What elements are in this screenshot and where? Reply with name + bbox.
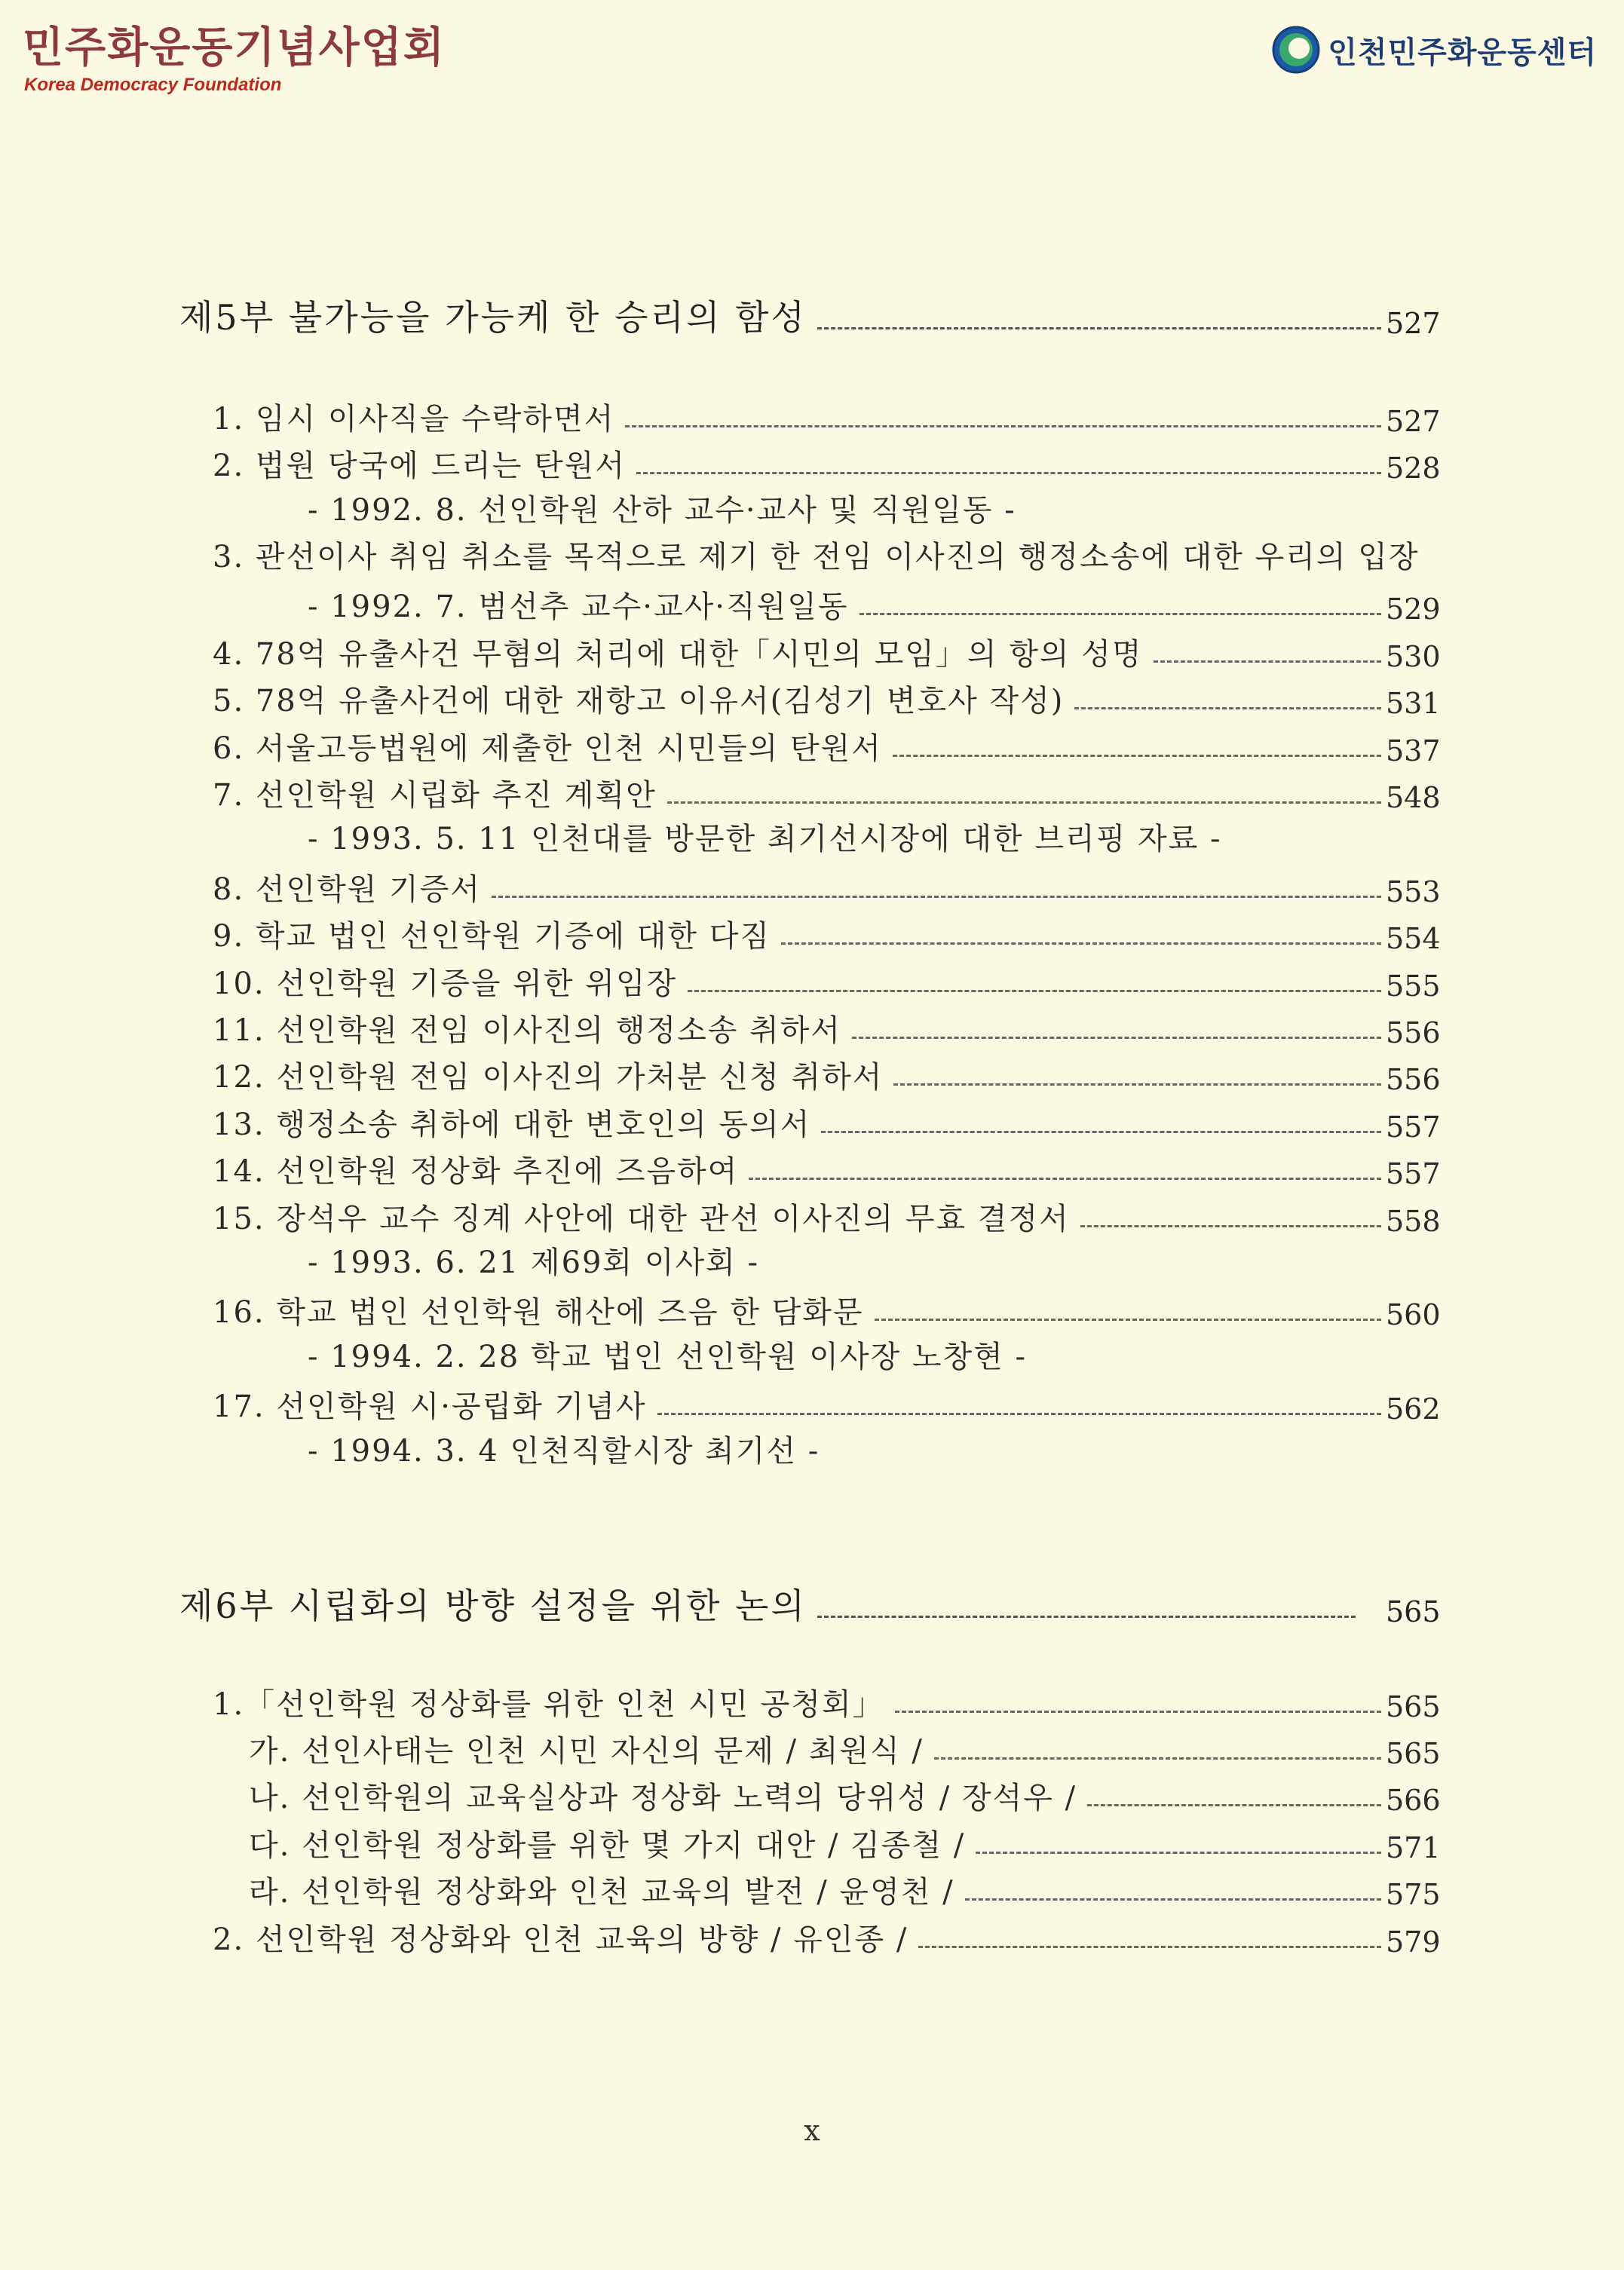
part5-entry [213, 1383, 1439, 1426]
leader-dots [688, 990, 1381, 992]
part6-entry-title: 다. 선인학원 정상화를 위한 몇 가지 대안 / 김종철 / [249, 1828, 966, 1863]
part5-entry-title: 2. 법원 당국에 드리는 탄원서 [213, 449, 627, 483]
part5-entry-title: 1. 임시 이사직을 수락하면서 [213, 402, 615, 437]
part5-entry [213, 1289, 1439, 1331]
part6-entry-page: 566 [1386, 1784, 1441, 1817]
part5-entry-page: 554 [1386, 922, 1441, 955]
part5-entry-page: 558 [1386, 1205, 1441, 1238]
part6-title-row [179, 1579, 1439, 1628]
part5-entry-page: 555 [1386, 970, 1441, 1003]
page-number: x [804, 2114, 820, 2147]
leader-dots [781, 942, 1381, 945]
leader-dots [1080, 1225, 1381, 1227]
part5-entry-title: - 1992. 7. 범선추 교수·교사·직원일동 [308, 590, 849, 624]
part5-entry-page: 537 [1386, 734, 1441, 767]
part5-entry-page: 529 [1386, 593, 1441, 626]
leader-dots [875, 1319, 1382, 1321]
part5-entry [308, 1337, 1439, 1376]
part5-title-row [179, 290, 1439, 340]
part5-entry-title: - 1993. 5. 11 인천대를 방문한 최기선시장에 대한 브리핑 자료 - [308, 822, 1222, 856]
part5-entry-title: 11. 선인학원 전임 이사진의 행정소송 취하서 [213, 1013, 842, 1048]
leader-dots [893, 755, 1381, 757]
part5-entry [213, 678, 1439, 720]
kdf-logo [23, 21, 446, 96]
part5-entry [213, 1101, 1439, 1144]
part5-entry-title: 16. 학교 법인 선인학원 해산에 즈음 한 담화문 [213, 1295, 864, 1330]
part5-entry [213, 866, 1439, 908]
part5-entry-title: 12. 선인학원 전임 이사진의 가처분 신청 취하서 [213, 1060, 884, 1095]
part5-entry [213, 443, 1439, 485]
part5-entry-title: 6. 서울고등법원에 제출한 인천 시민들의 탄원서 [213, 731, 882, 766]
leader-dots [893, 1083, 1381, 1086]
part5-entry-page: 560 [1386, 1298, 1441, 1331]
leader-dots [895, 1711, 1381, 1713]
part5-entry-title: 3. 관선이사 취임 취소를 목적으로 제기 한 전임 이사진의 행정소송에 대한 우리의 입장 [213, 540, 1420, 574]
part5-entry [308, 819, 1439, 858]
part5-entry-title: 13. 행정소송 취하에 대한 변호인의 동의서 [213, 1107, 811, 1142]
part5-entry-title: 7. 선인학원 시립화 추진 계획안 [213, 778, 657, 813]
part5-entry-page: 557 [1386, 1157, 1441, 1190]
part5-entry [308, 584, 1439, 626]
part6-entry [213, 1916, 1439, 1959]
leader-dots [749, 1178, 1381, 1180]
part5-entry-page: 556 [1386, 1063, 1441, 1096]
leader-dots [934, 1757, 1381, 1760]
part5-entry [308, 1431, 1439, 1470]
circle-emblem-icon [1272, 26, 1320, 74]
part6-entry-page: 579 [1386, 1925, 1441, 1959]
part5-entry-page: 531 [1386, 687, 1441, 720]
leader-dots [817, 327, 1381, 329]
part5-entry [213, 1007, 1439, 1049]
part5-page: 527 [1386, 307, 1441, 340]
part5-entry-page: 528 [1386, 452, 1441, 485]
part5-entry-page: 527 [1386, 405, 1441, 438]
part5-entry [308, 1242, 1439, 1282]
part6-entry-title: 1.「선인학원 정상화를 위한 인천 시민 공청회」 [213, 1687, 884, 1722]
part6-entry [249, 1775, 1439, 1817]
part5-entry-page: 556 [1386, 1016, 1441, 1049]
leader-dots [625, 425, 1381, 427]
part5-entry [213, 913, 1439, 955]
incheon-center-logo-text: 인천민주화운동센터 [1328, 35, 1597, 70]
part5-entry-title: 15. 장석우 교수 징계 사안에 대한 관선 이사진의 무효 결정서 [213, 1202, 1070, 1236]
part6-entry-page: 575 [1386, 1878, 1441, 1911]
part5-entry-page: 553 [1386, 875, 1441, 908]
part5-entry [213, 960, 1439, 1003]
leader-dots [492, 896, 1381, 898]
part6-entry [249, 1869, 1439, 1911]
part5-entry-title: 10. 선인학원 기증을 위한 위임장 [213, 967, 678, 1001]
incheon-center-logo [1272, 26, 1597, 74]
kdf-logo-english: Korea Democracy Foundation [24, 75, 282, 95]
part6-entry-page: 565 [1386, 1690, 1441, 1723]
part5-entry [213, 1196, 1439, 1238]
part5-entry-title: - 1994. 2. 28 학교 법인 선인학원 이사장 노창현 - [308, 1340, 1027, 1374]
part6-entry [249, 1728, 1439, 1770]
leader-dots [918, 1946, 1381, 1948]
part5-entry [308, 490, 1439, 529]
part5-entry [213, 772, 1439, 814]
leader-dots [636, 472, 1381, 474]
leader-dots [667, 801, 1381, 804]
part6-entry [213, 1681, 1439, 1723]
part5-entry-page: 562 [1386, 1392, 1441, 1426]
part5-entry-page: 557 [1386, 1110, 1441, 1144]
part5-entry [213, 631, 1439, 673]
part5-entry-title: 14. 선인학원 정상화 추진에 즈음하여 [213, 1154, 739, 1189]
part6-entry [249, 1822, 1439, 1864]
part6-entry-page: 565 [1386, 1737, 1441, 1770]
part5-entry [213, 396, 1439, 438]
leader-dots [965, 1898, 1381, 1901]
leader-dots [657, 1413, 1381, 1415]
leader-dots [1154, 660, 1381, 663]
part6-page: 565 [1386, 1595, 1441, 1628]
part5-entry-title: 4. 78억 유출사건 무혐의 처리에 대한「시민의 모임」의 항의 성명 [213, 637, 1143, 672]
part5-entry [213, 1054, 1439, 1096]
part6-entry-title: 라. 선인학원 정상화와 인천 교육의 발전 / 윤영천 / [249, 1875, 954, 1910]
part6-entry-title: 가. 선인사태는 인천 시민 자신의 문제 / 최원식 / [249, 1734, 924, 1769]
part6-entry-title: 2. 선인학원 정상화와 인천 교육의 방향 / 유인종 / [213, 1922, 909, 1957]
leader-dots [821, 1131, 1381, 1133]
part5-entry-title: 5. 78억 유출사건에 대한 재항고 이유서(김성기 변호사 작성) [213, 684, 1065, 718]
leader-dots [1087, 1804, 1381, 1806]
part5-entry-title: 17. 선인학원 시·공립화 기념사 [213, 1389, 647, 1424]
part5-entry-title: - 1993. 6. 21 제69회 이사회 - [308, 1245, 759, 1280]
leader-dots [976, 1852, 1381, 1854]
part5-entry [213, 537, 1439, 576]
part5-entry-title: - 1994. 3. 4 인천직할시장 최기선 - [308, 1434, 820, 1469]
part6-title: 제6부 시립화의 방향 설정을 위한 논의 [179, 1585, 807, 1626]
part5-entry [213, 1148, 1439, 1190]
part6-entry-title: 나. 선인학원의 교육실상과 정상화 노력의 당위성 / 장석우 / [249, 1781, 1077, 1815]
part5-entry-title: - 1992. 8. 선인학원 산하 교수·교사 및 직원일동 - [308, 493, 1016, 528]
part5-entry [213, 725, 1439, 767]
part5-entry-page: 548 [1386, 781, 1441, 814]
part6-entry-page: 571 [1386, 1831, 1441, 1864]
part5-entry-title: 9. 학교 법인 선인학원 기증에 대한 다짐 [213, 919, 771, 954]
kdf-logo-korean: 민주화운동기념사업회 [23, 23, 446, 72]
part5-title: 제5부 불가능을 가능케 한 승리의 함성 [179, 297, 807, 338]
part5-entry-title: 8. 선인학원 기증서 [213, 872, 482, 907]
leader-dots [852, 1037, 1381, 1039]
part5-entry-page: 530 [1386, 640, 1441, 673]
leader-dots [1074, 707, 1381, 709]
leader-dots [817, 1616, 1356, 1618]
leader-dots [859, 613, 1381, 615]
